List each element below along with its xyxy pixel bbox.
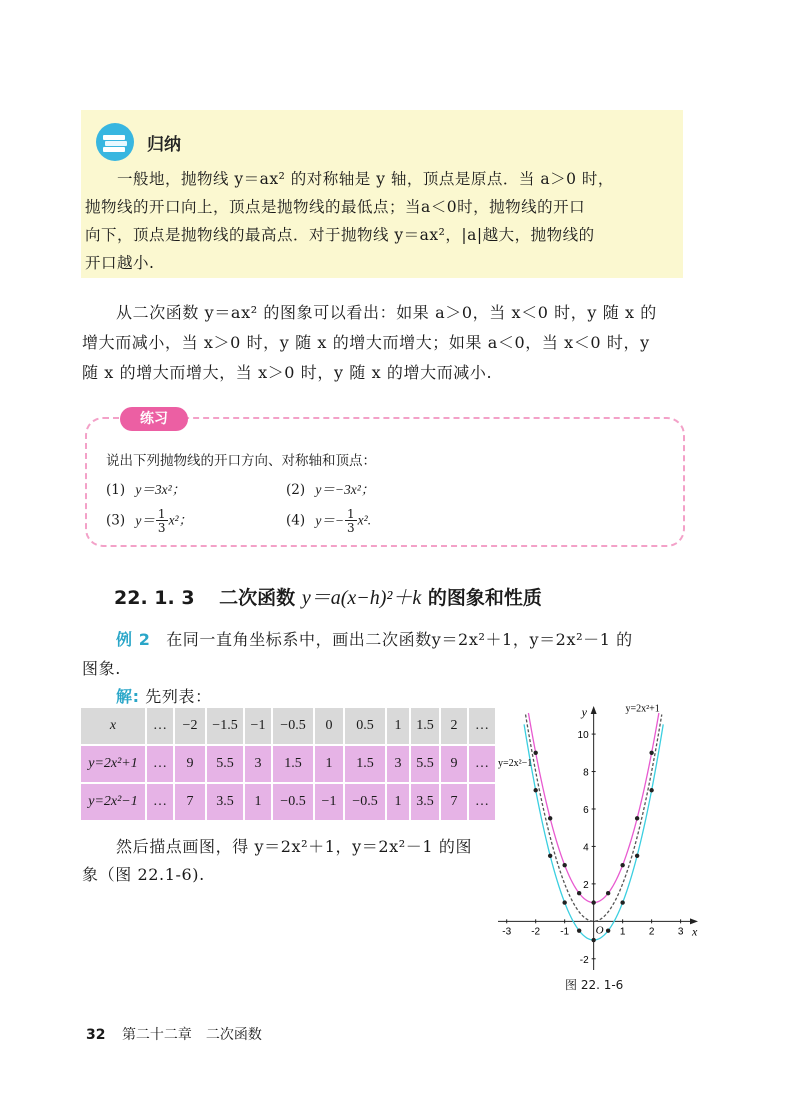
table-cell: −1	[244, 708, 272, 745]
table-cell: 5.5	[410, 745, 440, 783]
origin-label: O	[595, 924, 604, 937]
table-cell: 7	[440, 783, 468, 821]
exercise-item-1-expr: y＝3x²；	[135, 482, 186, 497]
y-tick-label: 4	[583, 842, 589, 854]
data-point	[577, 928, 581, 932]
example-line-1	[116, 627, 633, 650]
series-label: y=2x²−1	[498, 757, 533, 769]
section-formula: y＝a(x−h)²＋k	[301, 587, 422, 609]
data-point	[649, 751, 653, 755]
table-cell: y=2x²+1	[81, 745, 146, 783]
exercise-item-4-label: (4)	[286, 512, 306, 529]
y-axis-arrow	[591, 706, 597, 714]
chapter-title: 第二十二章 二次函数	[121, 1027, 262, 1043]
table-cell: 3.5	[410, 783, 440, 821]
table-cell: 1	[244, 783, 272, 821]
table-cell: −1	[314, 783, 344, 821]
table-row	[81, 745, 496, 783]
paragraph-line-2: 增大而减小，当 x＞0 时，y 随 x 的增大而增大；如果 a＜0，当 x＜0 时，y	[82, 333, 650, 352]
exercise-item-4-pre: y＝−	[315, 512, 345, 528]
table-cell: 1	[314, 745, 344, 783]
data-point	[548, 816, 552, 820]
data-point	[635, 816, 639, 820]
data-point	[649, 788, 653, 792]
page-footer	[86, 1024, 262, 1044]
parabola-graph	[492, 698, 712, 998]
x-tick-label: 1	[619, 926, 626, 938]
table-cell: …	[146, 745, 174, 783]
table-cell: 1.5	[272, 745, 314, 783]
book-icon	[95, 122, 135, 162]
table-cell: …	[146, 708, 174, 745]
data-point	[620, 900, 624, 904]
table-cell: 7	[174, 783, 206, 821]
fraction-numerator: 1	[347, 507, 355, 521]
table-cell: 1.5	[410, 708, 440, 745]
exercise-item-1-label: (1)	[106, 482, 126, 498]
data-point	[562, 863, 566, 867]
exercise-item-3	[106, 508, 192, 534]
fraction-denominator: 3	[347, 521, 355, 535]
exercise-item-2-expr: y＝−3x²；	[315, 482, 375, 497]
fraction-numerator: 1	[157, 507, 166, 521]
table-cell: 3	[244, 745, 272, 783]
table-cell: 3	[386, 745, 410, 783]
example-text: 在同一直角坐标系中，画出二次函数y＝2x²＋1，y＝2x²－1 的	[166, 630, 633, 649]
table-cell: 2	[440, 708, 468, 745]
table-cell: 5.5	[206, 745, 244, 783]
table-cell: 3.5	[206, 783, 244, 821]
exercise-item-3-label: (3)	[106, 512, 126, 529]
table-cell: x	[81, 708, 146, 745]
data-point	[591, 900, 595, 904]
exercise-item-4-post: x².	[357, 512, 372, 528]
table-header-row	[81, 708, 496, 745]
table-cell: 0	[314, 708, 344, 745]
section-title-post: 的图象和性质	[427, 587, 542, 609]
solution-label: 解:	[116, 687, 140, 706]
table-cell: 1	[386, 708, 410, 745]
exercise-item-3-pre: y＝	[135, 512, 155, 528]
data-point	[533, 751, 537, 755]
y-axis-label: y	[581, 705, 587, 719]
data-point	[533, 788, 537, 792]
table-cell: −0.5	[272, 783, 314, 821]
table-cell: …	[468, 708, 496, 745]
exercise-item-1	[106, 478, 185, 498]
data-point	[548, 854, 552, 858]
data-point	[620, 863, 624, 867]
solution-text: 先列表：	[145, 687, 212, 706]
data-point	[606, 928, 610, 932]
table-cell: …	[468, 745, 496, 783]
summary-line-3: 向下，顶点是抛物线的最高点．对于抛物线 y＝ax²，|a|越大，抛物线的	[85, 226, 595, 244]
example-line-2: 图象.	[82, 659, 121, 678]
section-heading	[114, 581, 542, 610]
data-point	[635, 854, 639, 858]
table-cell: …	[468, 783, 496, 821]
x-tick-label: 2	[648, 926, 655, 938]
after-table-line-2: 象（图 22.1-6).	[82, 865, 205, 884]
x-tick-label: 3	[677, 926, 684, 938]
after-table-line-1: 然后描点画图，得 y＝2x²＋1，y＝2x²－1 的图	[116, 837, 473, 856]
data-point	[606, 891, 610, 895]
y-tick-label: -2	[579, 954, 589, 966]
x-tick-label: -3	[502, 926, 512, 938]
summary-line-4: 开口越小.	[85, 254, 155, 272]
y-tick-label: 6	[583, 804, 589, 816]
exercise-tag: 练习	[120, 407, 188, 431]
page-number: 32	[86, 1027, 106, 1043]
y-tick-label: 2	[583, 879, 589, 891]
solution-line	[116, 684, 212, 707]
table-cell: 1.5	[344, 745, 386, 783]
y-tick-label: 8	[583, 767, 589, 779]
data-point	[562, 900, 566, 904]
exercise-item-2	[286, 478, 374, 498]
x-tick-label: -2	[531, 926, 541, 938]
x-axis-label: x	[692, 924, 698, 939]
table-cell: 9	[440, 745, 468, 783]
exercise-item-4	[286, 508, 371, 534]
table-cell: −0.5	[272, 708, 314, 745]
exercise-prompt: 说出下列抛物线的开口方向、对称轴和顶点：	[106, 453, 376, 469]
table-cell: 9	[174, 745, 206, 783]
paragraph-line-1: 从二次函数 y＝ax² 的图象可以看出：如果 a＞0，当 x＜0 时，y 随 x 的	[116, 303, 657, 322]
table-cell: …	[146, 783, 174, 821]
fraction	[156, 508, 168, 534]
example-label: 例 2	[116, 630, 151, 649]
data-point	[577, 891, 581, 895]
series-label: y=2x²+1	[625, 703, 660, 715]
table-cell: 0.5	[344, 708, 386, 745]
table-cell: −0.5	[344, 783, 386, 821]
section-number: 22. 1. 3	[114, 587, 195, 609]
table-cell: −1.5	[206, 708, 244, 745]
y-tick-label: 10	[577, 730, 589, 742]
summary-box	[81, 110, 683, 278]
table-cell: 1	[386, 783, 410, 821]
exercise-item-2-label: (2)	[286, 482, 306, 498]
table-row	[81, 783, 496, 821]
exercise-item-3-post: x²；	[168, 512, 193, 528]
data-point	[591, 938, 595, 942]
figure-caption: 图 22. 1-6	[565, 978, 624, 992]
x-tick-label: -1	[560, 926, 570, 938]
value-table	[81, 708, 497, 822]
table-cell: y=2x²−1	[81, 783, 146, 821]
paragraph-line-3: 随 x 的增大而增大，当 x＞0 时，y 随 x 的增大而减小.	[82, 363, 493, 382]
section-title-pre: 二次函数	[219, 587, 296, 609]
summary-title: 归纳	[147, 135, 181, 155]
summary-line-2: 抛物线的开口向上，顶点是抛物线的最低点；当a＜0时，抛物线的开口	[85, 198, 586, 216]
fraction-denominator: 3	[157, 521, 166, 535]
summary-line-1: 一般地，抛物线 y＝ax² 的对称轴是 y 轴，顶点是原点．当 a＞0 时，	[117, 170, 614, 188]
table-cell: −2	[174, 708, 206, 745]
fraction	[345, 508, 357, 534]
